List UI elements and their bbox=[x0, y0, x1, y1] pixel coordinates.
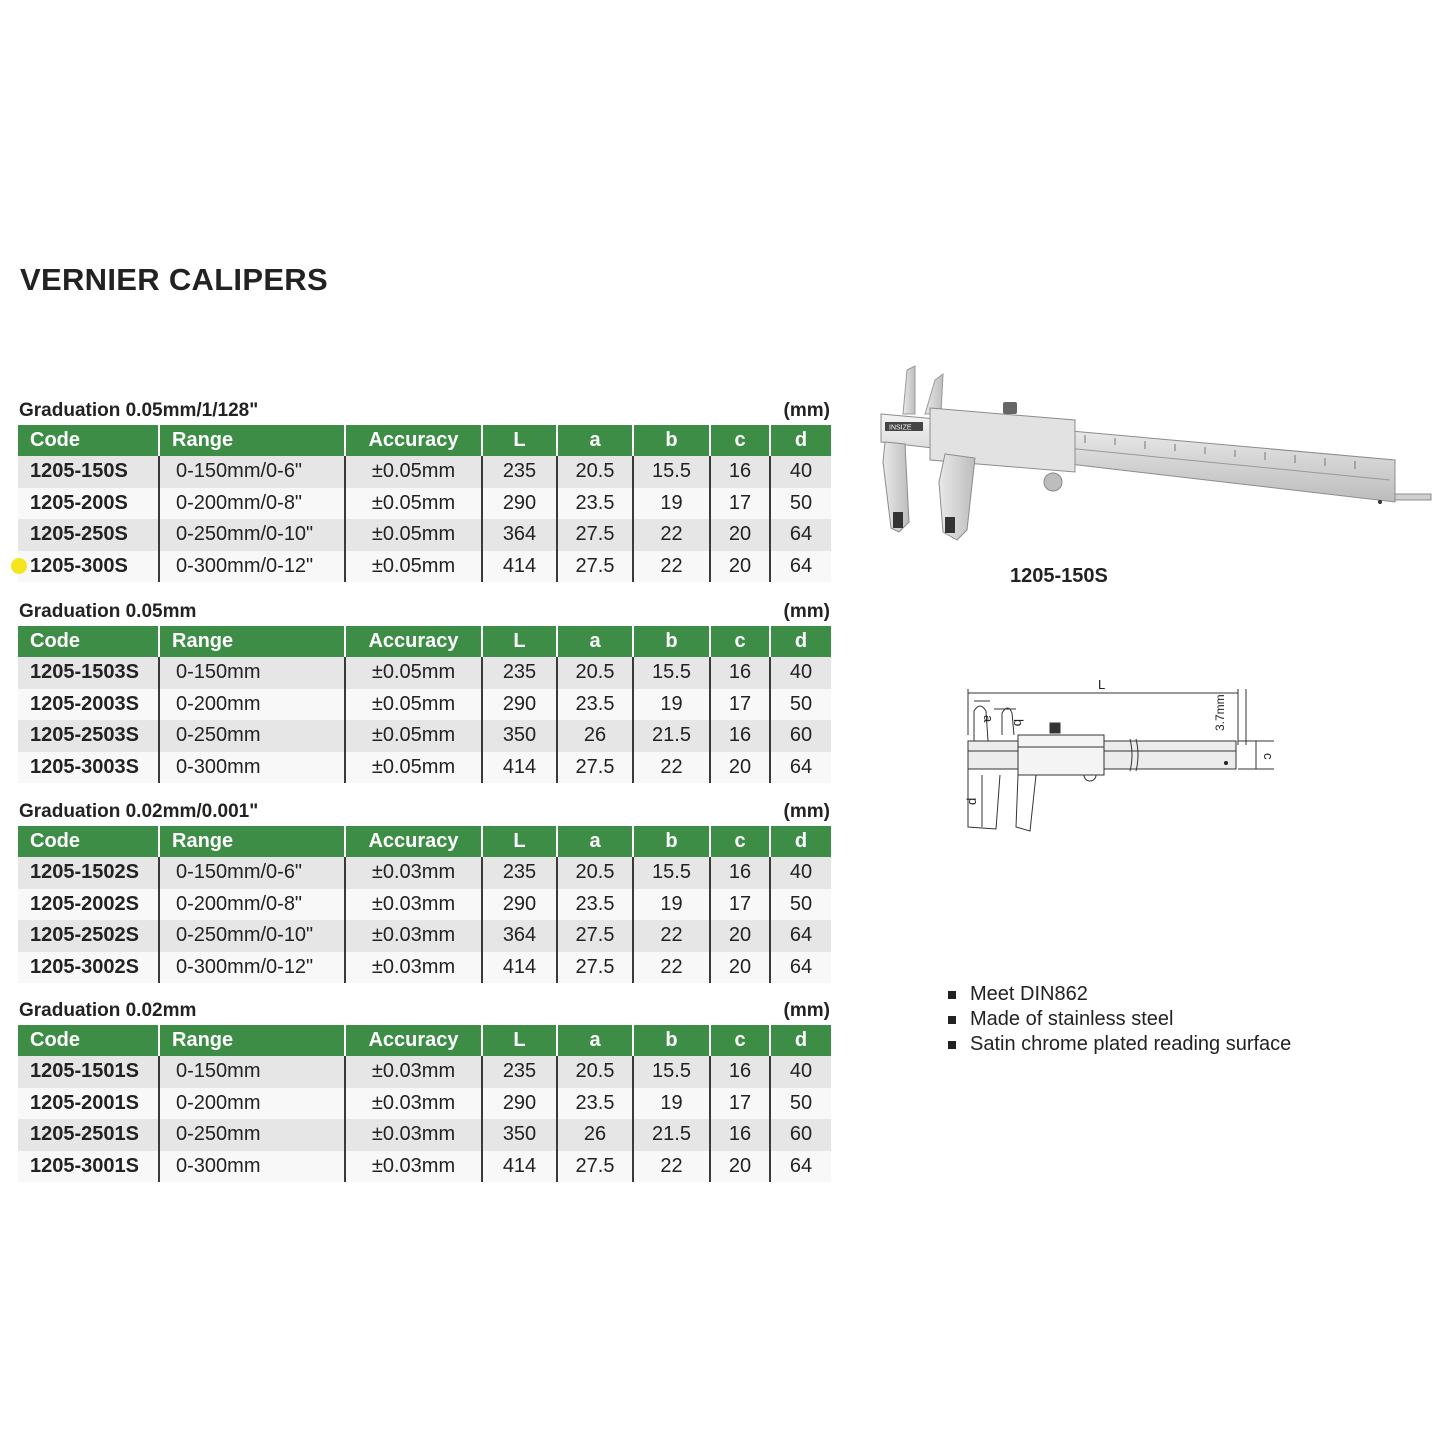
table-cell: 364 bbox=[482, 519, 557, 551]
table-cell: ±0.05mm bbox=[345, 752, 482, 784]
label-a: a bbox=[981, 715, 996, 723]
column-header: Range bbox=[159, 425, 345, 456]
table-cell: 414 bbox=[482, 551, 557, 583]
column-header: Range bbox=[159, 1025, 345, 1056]
table-cell: 364 bbox=[482, 920, 557, 952]
table-header-row bbox=[18, 425, 831, 456]
table-cell: ±0.05mm bbox=[345, 551, 482, 583]
table-cell: 350 bbox=[482, 1119, 557, 1151]
feature-text: Made of stainless steel bbox=[970, 1008, 1174, 1030]
table-cell: 40 bbox=[770, 1056, 831, 1088]
table-row bbox=[18, 1056, 831, 1088]
feature-item bbox=[948, 982, 1291, 1007]
photo-caption: 1205-150S bbox=[1010, 565, 1108, 587]
table-cell: 0-300mm bbox=[159, 752, 345, 784]
column-header: a bbox=[557, 826, 633, 857]
column-header: d bbox=[770, 826, 831, 857]
table-cell: 0-250mm/0-10" bbox=[159, 920, 345, 952]
feature-item bbox=[948, 1007, 1291, 1032]
section-header bbox=[18, 400, 831, 422]
table-row bbox=[18, 952, 831, 984]
bullet-icon bbox=[948, 991, 956, 999]
section-header bbox=[18, 801, 831, 823]
table-cell: 0-250mm bbox=[159, 720, 345, 752]
table-cell: 1205-250S bbox=[18, 519, 159, 551]
column-header: d bbox=[770, 626, 831, 657]
column-header: a bbox=[557, 1025, 633, 1056]
column-header: L bbox=[482, 1025, 557, 1056]
table-cell: ±0.03mm bbox=[345, 1119, 482, 1151]
bullet-icon bbox=[948, 1016, 956, 1024]
page-title: VERNIER CALIPERS bbox=[20, 262, 328, 297]
table-cell: 1205-200S bbox=[18, 488, 159, 520]
table-cell: 0-300mm bbox=[159, 1151, 345, 1183]
column-header: L bbox=[482, 425, 557, 456]
table-cell: 19 bbox=[633, 488, 710, 520]
table-row bbox=[18, 1088, 831, 1120]
table-cell: 15.5 bbox=[633, 456, 710, 488]
table-cell: 17 bbox=[710, 488, 770, 520]
table-cell: 1205-1502S bbox=[18, 857, 159, 889]
table-cell: 1205-3001S bbox=[18, 1151, 159, 1183]
feature-item bbox=[948, 1032, 1291, 1057]
column-header: Accuracy bbox=[345, 626, 482, 657]
column-header: c bbox=[710, 626, 770, 657]
table-cell: 20.5 bbox=[557, 657, 633, 689]
unit-label: (mm) bbox=[783, 400, 830, 421]
table-cell: 15.5 bbox=[633, 857, 710, 889]
table-cell: ±0.03mm bbox=[345, 1088, 482, 1120]
column-header: b bbox=[633, 1025, 710, 1056]
table-cell: 0-250mm bbox=[159, 1119, 345, 1151]
table-cell: 22 bbox=[633, 551, 710, 583]
table-cell: 16 bbox=[710, 1119, 770, 1151]
table-cell: 414 bbox=[482, 952, 557, 984]
table-cell: 20 bbox=[710, 920, 770, 952]
table-cell: 50 bbox=[770, 488, 831, 520]
column-header: a bbox=[557, 626, 633, 657]
table-cell: ±0.03mm bbox=[345, 952, 482, 984]
table-cell: 27.5 bbox=[557, 551, 633, 583]
section-header bbox=[18, 1000, 831, 1022]
table-cell: 50 bbox=[770, 689, 831, 721]
table-cell: 26 bbox=[557, 720, 633, 752]
column-header: Accuracy bbox=[345, 425, 482, 456]
spec-section-1 bbox=[18, 400, 831, 582]
table-cell: 50 bbox=[770, 1088, 831, 1120]
caliper-photo bbox=[875, 362, 1432, 552]
table-cell: 27.5 bbox=[557, 752, 633, 784]
table-cell: 0-150mm bbox=[159, 1056, 345, 1088]
column-header: d bbox=[770, 425, 831, 456]
table-cell: 23.5 bbox=[557, 1088, 633, 1120]
table-cell: 1205-2002S bbox=[18, 889, 159, 921]
table-cell: 17 bbox=[710, 689, 770, 721]
column-header: Range bbox=[159, 626, 345, 657]
table-cell: 0-200mm/0-8" bbox=[159, 889, 345, 921]
table-cell: 0-200mm bbox=[159, 689, 345, 721]
table-cell: 0-150mm/0-6" bbox=[159, 456, 345, 488]
table-cell: 290 bbox=[482, 889, 557, 921]
table-cell: 1205-300S bbox=[18, 551, 159, 583]
column-header: Range bbox=[159, 826, 345, 857]
spec-section-2 bbox=[18, 601, 831, 783]
table-cell: 20 bbox=[710, 551, 770, 583]
table-cell: 22 bbox=[633, 952, 710, 984]
column-header: c bbox=[710, 826, 770, 857]
table-cell: 235 bbox=[482, 657, 557, 689]
column-header: Code bbox=[18, 626, 159, 657]
table-cell: 1205-3003S bbox=[18, 752, 159, 784]
column-header: Code bbox=[18, 425, 159, 456]
table-cell: 20.5 bbox=[557, 857, 633, 889]
column-header: c bbox=[710, 425, 770, 456]
table-cell: 16 bbox=[710, 720, 770, 752]
table-cell: 19 bbox=[633, 1088, 710, 1120]
table-cell: 414 bbox=[482, 1151, 557, 1183]
table-cell: 0-250mm/0-10" bbox=[159, 519, 345, 551]
table-cell: 26 bbox=[557, 1119, 633, 1151]
unit-label: (mm) bbox=[783, 801, 830, 822]
section-heading: Graduation 0.05mm bbox=[19, 601, 197, 622]
table-cell: 1205-3002S bbox=[18, 952, 159, 984]
spec-table bbox=[18, 626, 831, 783]
feature-text: Meet DIN862 bbox=[970, 983, 1088, 1005]
section-header bbox=[18, 601, 831, 623]
bullet-icon bbox=[948, 1041, 956, 1049]
table-cell: 290 bbox=[482, 1088, 557, 1120]
table-cell: 1205-150S bbox=[18, 456, 159, 488]
table-cell: 235 bbox=[482, 857, 557, 889]
table-cell: 290 bbox=[482, 689, 557, 721]
column-header: L bbox=[482, 626, 557, 657]
table-row bbox=[18, 519, 831, 551]
table-cell: 20.5 bbox=[557, 1056, 633, 1088]
unit-label: (mm) bbox=[783, 1000, 830, 1021]
table-row bbox=[18, 720, 831, 752]
table-cell: ±0.03mm bbox=[345, 889, 482, 921]
column-header: Code bbox=[18, 1025, 159, 1056]
table-cell: 290 bbox=[482, 488, 557, 520]
feature-text: Satin chrome plated reading surface bbox=[970, 1033, 1292, 1055]
table-cell: 1205-2001S bbox=[18, 1088, 159, 1120]
table-cell: 64 bbox=[770, 519, 831, 551]
table-row bbox=[18, 689, 831, 721]
table-row bbox=[18, 920, 831, 952]
table-cell: ±0.03mm bbox=[345, 857, 482, 889]
table-cell: 19 bbox=[633, 889, 710, 921]
table-cell: 20 bbox=[710, 1151, 770, 1183]
table-cell: 20 bbox=[710, 952, 770, 984]
table-row bbox=[18, 1119, 831, 1151]
table-cell: 0-150mm bbox=[159, 657, 345, 689]
table-header-row bbox=[18, 626, 831, 657]
table-cell: 21.5 bbox=[633, 720, 710, 752]
table-row bbox=[18, 857, 831, 889]
table-cell: ±0.03mm bbox=[345, 920, 482, 952]
section-heading: Graduation 0.02mm/0.001" bbox=[19, 801, 259, 822]
table-cell: 16 bbox=[710, 657, 770, 689]
column-header: Code bbox=[18, 826, 159, 857]
table-cell: 20 bbox=[710, 752, 770, 784]
column-header: d bbox=[770, 1025, 831, 1056]
table-cell: 0-300mm/0-12" bbox=[159, 551, 345, 583]
table-cell: 64 bbox=[770, 752, 831, 784]
table-cell: 16 bbox=[710, 857, 770, 889]
table-cell: 64 bbox=[770, 551, 831, 583]
label-d: d bbox=[964, 797, 979, 805]
table-cell: ±0.05mm bbox=[345, 689, 482, 721]
table-cell: 16 bbox=[710, 456, 770, 488]
table-cell: 50 bbox=[770, 889, 831, 921]
svg-text:INSIZE: INSIZE bbox=[889, 424, 912, 432]
table-cell: 235 bbox=[482, 1056, 557, 1088]
table-row bbox=[18, 889, 831, 921]
table-cell: 40 bbox=[770, 857, 831, 889]
table-cell: 16 bbox=[710, 1056, 770, 1088]
table-cell: 235 bbox=[482, 456, 557, 488]
table-header-row bbox=[18, 826, 831, 857]
table-cell: 1205-1503S bbox=[18, 657, 159, 689]
table-cell: 23.5 bbox=[557, 889, 633, 921]
table-cell: ±0.05mm bbox=[345, 488, 482, 520]
spec-table bbox=[18, 1025, 831, 1182]
table-cell: 20.5 bbox=[557, 456, 633, 488]
table-cell: 1205-2503S bbox=[18, 720, 159, 752]
table-cell: 20 bbox=[710, 519, 770, 551]
feature-list bbox=[948, 982, 1291, 1057]
spec-table bbox=[18, 826, 831, 983]
table-cell: 1205-2501S bbox=[18, 1119, 159, 1151]
table-cell: 1205-1501S bbox=[18, 1056, 159, 1088]
unit-label: (mm) bbox=[783, 601, 830, 622]
table-row bbox=[18, 752, 831, 784]
column-header: b bbox=[633, 626, 710, 657]
table-cell: 64 bbox=[770, 920, 831, 952]
table-cell: ±0.05mm bbox=[345, 456, 482, 488]
table-cell: 27.5 bbox=[557, 519, 633, 551]
label-thickness: 3.7mm bbox=[1213, 694, 1227, 731]
table-cell: 22 bbox=[633, 1151, 710, 1183]
table-cell: 60 bbox=[770, 720, 831, 752]
spec-table bbox=[18, 425, 831, 582]
label-c: c bbox=[1261, 753, 1276, 760]
table-header-row bbox=[18, 1025, 831, 1056]
spec-section-3 bbox=[18, 801, 831, 983]
column-header: L bbox=[482, 826, 557, 857]
table-cell: 22 bbox=[633, 752, 710, 784]
table-cell: 0-150mm/0-6" bbox=[159, 857, 345, 889]
table-cell: 17 bbox=[710, 1088, 770, 1120]
label-L: L bbox=[1098, 677, 1106, 692]
table-cell: ±0.03mm bbox=[345, 1056, 482, 1088]
table-cell: 0-300mm/0-12" bbox=[159, 952, 345, 984]
table-cell: 22 bbox=[633, 920, 710, 952]
table-row bbox=[18, 551, 831, 583]
table-cell: 22 bbox=[633, 519, 710, 551]
table-row bbox=[18, 488, 831, 520]
table-cell: 40 bbox=[770, 657, 831, 689]
table-cell: ±0.05mm bbox=[345, 519, 482, 551]
table-cell: 27.5 bbox=[557, 952, 633, 984]
label-b: b bbox=[1011, 719, 1026, 727]
column-header: c bbox=[710, 1025, 770, 1056]
table-cell: 15.5 bbox=[633, 657, 710, 689]
table-cell: 27.5 bbox=[557, 920, 633, 952]
table-cell: 1205-2003S bbox=[18, 689, 159, 721]
table-cell: ±0.05mm bbox=[345, 657, 482, 689]
table-cell: 40 bbox=[770, 456, 831, 488]
table-cell: 23.5 bbox=[557, 488, 633, 520]
highlight-marker-dot bbox=[11, 558, 27, 574]
table-cell: ±0.03mm bbox=[345, 1151, 482, 1183]
section-heading: Graduation 0.02mm bbox=[19, 1000, 197, 1021]
table-cell: ±0.05mm bbox=[345, 720, 482, 752]
table-cell: 0-200mm/0-8" bbox=[159, 488, 345, 520]
dimension-drawing bbox=[960, 675, 1290, 845]
table-cell: 350 bbox=[482, 720, 557, 752]
column-header: Accuracy bbox=[345, 1025, 482, 1056]
table-cell: 64 bbox=[770, 952, 831, 984]
table-row bbox=[18, 456, 831, 488]
table-cell: 21.5 bbox=[633, 1119, 710, 1151]
spec-section-4 bbox=[18, 1000, 831, 1182]
table-cell: 19 bbox=[633, 689, 710, 721]
dimension-diagram bbox=[960, 675, 1290, 845]
table-row bbox=[18, 657, 831, 689]
column-header: Accuracy bbox=[345, 826, 482, 857]
table-cell: 414 bbox=[482, 752, 557, 784]
column-header: a bbox=[557, 425, 633, 456]
table-cell: 60 bbox=[770, 1119, 831, 1151]
column-header: b bbox=[633, 425, 710, 456]
table-cell: 0-200mm bbox=[159, 1088, 345, 1120]
section-heading: Graduation 0.05mm/1/128" bbox=[19, 400, 259, 421]
table-cell: 23.5 bbox=[557, 689, 633, 721]
table-cell: 15.5 bbox=[633, 1056, 710, 1088]
table-cell: 64 bbox=[770, 1151, 831, 1183]
table-cell: 17 bbox=[710, 889, 770, 921]
table-cell: 27.5 bbox=[557, 1151, 633, 1183]
table-cell: 1205-2502S bbox=[18, 920, 159, 952]
caliper-illustration bbox=[875, 362, 1432, 552]
table-row bbox=[18, 1151, 831, 1183]
column-header: b bbox=[633, 826, 710, 857]
